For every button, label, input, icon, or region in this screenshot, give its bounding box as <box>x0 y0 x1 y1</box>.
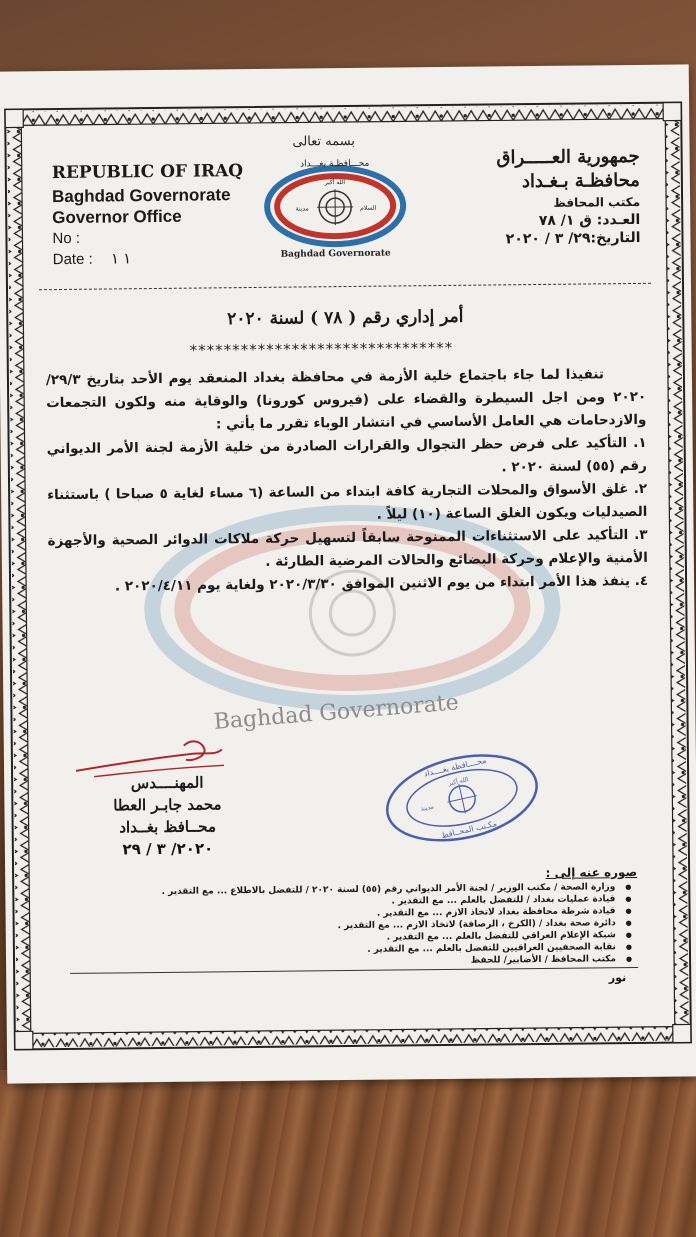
list-item: ● وزارة الصحة / مكتب الوزير / لجنة الأمر الديواني رقم (٥٥) لسنة ٢٠٢٠ / للتفضل بالاطلاع ... مع التقدير . <box>37 881 615 899</box>
governorate-ar: محافظـة بـغـداد <box>521 169 641 193</box>
office-en: Governor Office <box>52 206 182 228</box>
order-item-2: ٢. غلق الأسواق والمحلات التجارية كافة ابتداء من الساعة (٦ مساء لغاية ٥ صباحا ) باستثناء الصيدليات ويكون الغلق الساعة (١٠) ليلاً . <box>47 480 648 523</box>
list-item: ● نقابة الصحفيين العراقيين للتفضل بالعلم ... مع التقدير . <box>38 941 616 959</box>
wooden-table <box>0 1070 696 1237</box>
logo-allah-text: الله أكبر <box>324 179 346 187</box>
number-ar: العـدد: ق ١/ ٧٨ <box>538 211 641 229</box>
date-ar: التاريخ:٢٩/ ٣ / ٢٠٢٠ <box>505 229 641 248</box>
order-item-4: ٤. ينفذ هذا الأمر ابتداء من يوم الاثنين الموافق ٢٠٢٠/٣/٣٠ ولغاية يوم ٢٠٢٠/٤/١١ . <box>114 572 649 595</box>
date-value: ١ ١ <box>110 250 132 268</box>
order-title: أمر إداري رقم ( ٧٨ ) لسنة ٢٠٢٠ <box>227 306 464 330</box>
order-body <box>46 363 648 599</box>
signature-date: ٢٠٢٠/ ٣ / ٢٩ <box>122 839 214 859</box>
governorate-logo <box>260 151 411 267</box>
office-ar: مكتب المحافظ <box>553 194 641 210</box>
governorate-en: Baghdad Governorate <box>51 185 231 207</box>
header-arabic <box>496 145 640 248</box>
logo-left-text: مدينة <box>295 205 309 213</box>
watermark-caption: Baghdad Governorate <box>212 690 460 735</box>
republic-ar: جمهورية العـــــراق <box>496 145 640 169</box>
logo-right-text: السلام <box>360 204 377 212</box>
copy-to-section <box>37 865 638 971</box>
number-label: No : <box>52 229 81 248</box>
list-item: ● قيادة عمليات بغداد / للتفضل بالعلم ... مع التقدير . <box>37 893 615 911</box>
list-item: ● دائرة صحة بغداد / (الكرخ ، الرصافة) لاتخاذ الازم ... مع التقدير . <box>38 917 616 935</box>
basmala: بسمه تعالى <box>292 133 356 150</box>
stamp-city-text: مدينة <box>420 803 435 813</box>
logo-top-text: محـــافظـة بغـــداد <box>300 158 370 170</box>
signer-title: المهنــــدس <box>130 773 204 793</box>
signer-position: محــافظ بغــداد <box>119 817 217 837</box>
copy-to-list <box>37 881 638 971</box>
stamp-top-text: محــــافظة بغــــداد <box>422 755 488 779</box>
copy-to-title: صوره عنه إلى : <box>545 864 638 880</box>
header-english <box>52 161 244 270</box>
list-item: ● شبكة الإعلام العراقي للتفضل بالعلم ... مع التقدير . <box>38 929 616 947</box>
signature-block <box>92 771 243 861</box>
list-item: ● مكتب المحافظ / الأضابير/ للحفظ <box>38 953 616 971</box>
signer-name: محمد جابـر العطا <box>113 795 222 815</box>
logo-caption: Baghdad Governorate <box>280 248 391 260</box>
date-line <box>53 247 245 270</box>
typist-initials: نور <box>608 971 627 985</box>
stamp-bottom-text: مكـتب المحــافظ <box>440 818 498 841</box>
order-item-3: ٣. التأكيد على الاستثناءات الممنوحة سابقاً لتسهيل حركة ملاكات الدوائر الصحية والأجهزة الأمنية والإعلام وحركة البضائع والحالات المرضية الطارئة . <box>47 526 648 570</box>
list-item: ● قيادة شرطة محافظة بغداد لاتخاذ الازم ... مع التقدير . <box>38 905 616 923</box>
stars-divider: ******************************* <box>189 338 454 360</box>
document-page <box>0 64 696 1083</box>
intro-paragraph: تنفيذا لما جاء باجتماع خلية الأزمة في محافظة بغداد المنعقد يوم الأحد بتاريخ ٢٩/٣/ ٢٠٢٠ ومن اجل السيطرة والقضاء على (فيروس كورونا) والوقاية منه ولكون التجمعات والازدحامات هي العامل الأساسي في انتشار الوباء تقرر ما يأتي : <box>45 366 647 433</box>
republic-en: REPUBLIC OF IRAQ <box>51 161 244 184</box>
stamp-allah-text: الله أكبر <box>447 776 469 788</box>
order-item-1: ١. التأكيد على فرض حظر التجوال والقرارات الصادرة من خلية الأزمة لجنة الأمر الديواني رقم (٥٥) لسنة ٢٠٢٠ . <box>46 434 647 476</box>
date-label: Date : <box>52 250 93 269</box>
